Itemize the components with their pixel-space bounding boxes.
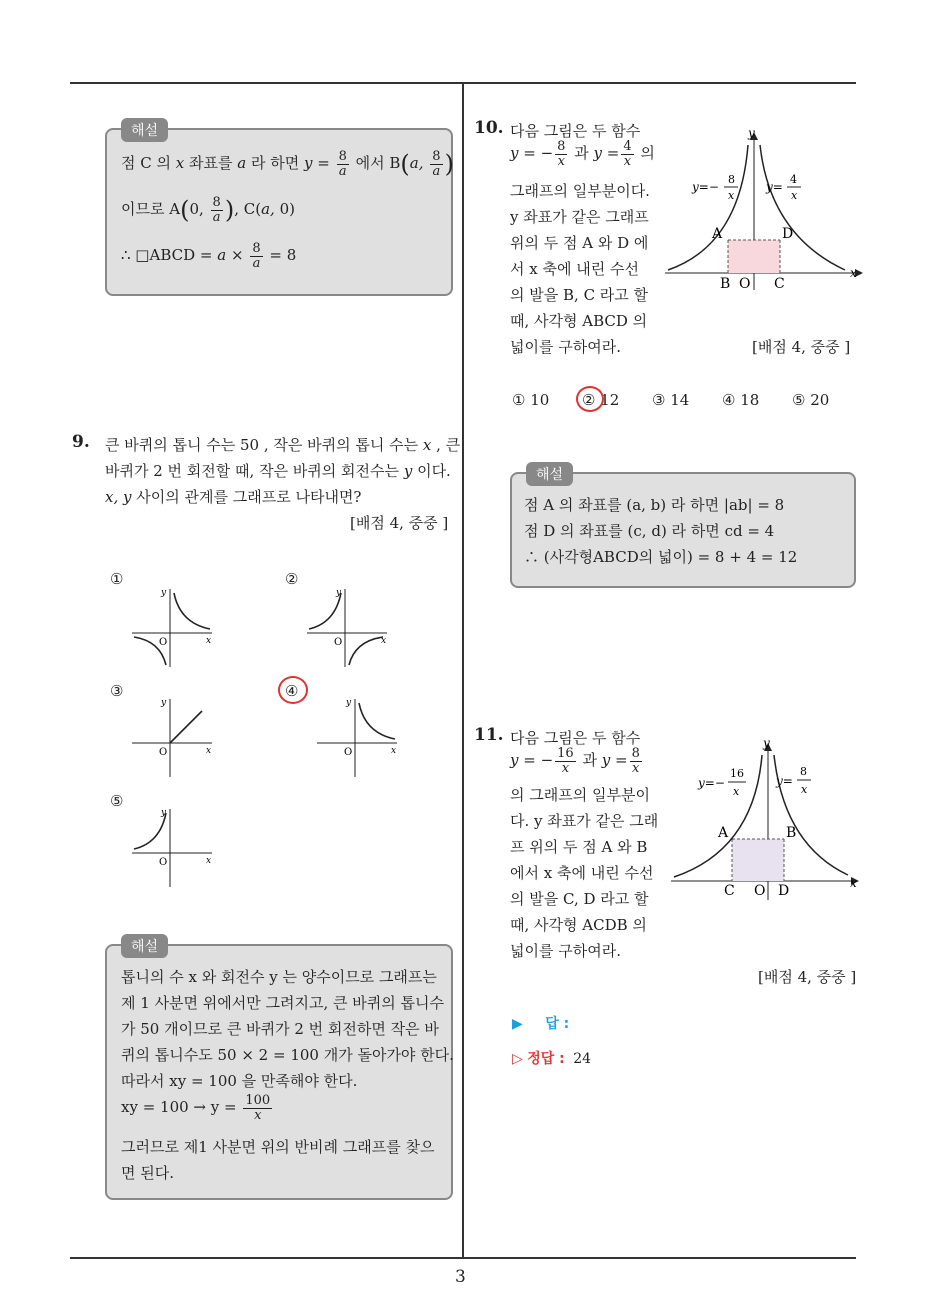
q10-line: 다음 그림은 두 함수 (510, 122, 641, 140)
q11-line: 의 발을 C, D 라고 할 (510, 890, 649, 908)
q9-score: [배점 4, 중중 ] (350, 514, 449, 532)
q10-line: 위의 두 점 A 와 D 에 (510, 234, 649, 252)
svg-text:x: x (381, 636, 387, 646)
q9-graph-4 (313, 695, 403, 780)
solution-equation: xy = 100 → y = $\frac{100}{x}$ (121, 1093, 271, 1123)
solution-line: 그러므로 제1 사분면 위의 반비례 그래프를 찾으 (121, 1138, 435, 1156)
q10-graph (660, 125, 865, 295)
svg-text:8: 8 (728, 173, 735, 186)
solution-box-10 (510, 467, 856, 588)
svg-text:y=−: y=− (692, 180, 719, 194)
svg-text:O: O (159, 747, 168, 758)
q10-choice-2[interactable]: ② 12 (582, 391, 620, 409)
svg-text:x: x (733, 785, 740, 798)
q10-line: 넓이를 구하여라. (510, 338, 621, 356)
q11-line: 다음 그림은 두 함수 (510, 729, 641, 747)
solution-line: 면 된다. (121, 1164, 175, 1182)
correct-answer: ▷ 정답 : 24 (512, 1051, 592, 1067)
q10-choice-4[interactable]: ④ 18 (722, 391, 760, 409)
svg-text:x: x (391, 746, 397, 756)
q10-line: 그래프의 일부분이다. (510, 182, 650, 200)
question-number-9: 9. (72, 432, 90, 452)
q9-line-3: x, y 사이의 관계를 그래프로 나타내면? (105, 488, 362, 506)
solution-tag: 해설 (526, 462, 573, 486)
q11-functions: y = − $\frac{16}{x}$ 과 y = $\frac{8}{x}$ (510, 746, 640, 776)
svg-text:y: y (161, 808, 167, 818)
solution-line: 퀴의 톱니수도 50 × 2 = 100 개가 돌아가야 한다. (121, 1046, 454, 1064)
q10-choice-1[interactable]: ① 10 (512, 391, 550, 409)
svg-text:y: y (346, 698, 352, 708)
q11-line: 에서 x 축에 내린 수선 (510, 864, 654, 882)
svg-text:8: 8 (800, 765, 807, 778)
q11-line: 프 위의 두 점 A 와 B (510, 838, 648, 856)
svg-text:x: x (206, 856, 212, 866)
q10-choice-5[interactable]: ⑤ 20 (792, 391, 830, 409)
svg-text:16: 16 (730, 767, 744, 780)
q9-line-1: 큰 바퀴의 톱니 수는 50 , 작은 바퀴의 톱니 수는 x , 큰 (105, 436, 461, 454)
solution-line: 톱니의 수 x 와 회전수 y 는 양수이므로 그래프는 (121, 968, 437, 986)
svg-text:x: x (206, 636, 212, 646)
svg-text:y: y (336, 588, 342, 598)
solution-line: ∴ (사각형ABCD의 넓이) = 8 + 4 = 12 (524, 548, 798, 566)
svg-text:O: O (739, 276, 751, 292)
solution-line: 가 50 개이므로 큰 바퀴가 2 번 회전하면 작은 바 (121, 1020, 439, 1038)
origin-label: O (159, 637, 168, 648)
svg-text:O: O (159, 857, 168, 868)
svg-text:y: y (161, 588, 167, 598)
svg-text:x: x (728, 189, 735, 202)
page-number: 3 (455, 1267, 466, 1287)
svg-text:y=−: y=− (698, 776, 725, 790)
q10-choice-3[interactable]: ③ 14 (652, 391, 690, 409)
svg-text:O: O (334, 637, 343, 648)
q9-choice-3[interactable]: ③ (110, 682, 124, 700)
svg-text:O: O (344, 747, 353, 758)
q10-score: [배점 4, 중중 ] (752, 338, 851, 356)
svg-text:D: D (778, 883, 790, 899)
play-icon: ▶ (512, 1016, 523, 1032)
svg-text:C: C (724, 883, 735, 899)
q11-line: 때, 사각형 ACDB 의 (510, 916, 647, 934)
q11-line: 의 그래프의 일부분이 (510, 786, 650, 804)
svg-text:x: x (801, 783, 808, 796)
bottom-rule (70, 1257, 856, 1259)
solution-line-2: 이므로 A(0, $\frac{8}{a}$ ), C(a, 0) (121, 195, 295, 225)
svg-text:A: A (712, 226, 723, 242)
q9-choice-1[interactable]: ① (110, 570, 124, 588)
svg-text:C: C (774, 276, 785, 292)
svg-text:x: x (850, 876, 857, 890)
q9-choice-2[interactable]: ② (285, 570, 299, 588)
q9-graph-3 (128, 695, 218, 780)
question-number-11: 11. (474, 725, 504, 745)
solution-line: 따라서 xy = 100 을 만족해야 한다. (121, 1072, 358, 1090)
q9-graph-2 (303, 585, 393, 670)
solution-line-3: ∴ □ABCD = a × $\frac{8}{a}$ = 8 (121, 241, 297, 271)
solution-line: 제 1 사분면 위에서만 그려지고, 큰 바퀴의 톱니수 (121, 994, 444, 1012)
solution-tag: 해설 (121, 118, 168, 142)
q11-score: [배점 4, 중중 ] (758, 968, 857, 986)
svg-text:B: B (786, 825, 797, 841)
q11-line: 다. y 좌표가 같은 그래 (510, 812, 659, 830)
selected-answer-circle (278, 676, 308, 704)
svg-text:D: D (782, 226, 794, 242)
triangle-outline-icon: ▷ (512, 1051, 523, 1067)
q11-graph (666, 735, 866, 905)
solution-line: 점 A 의 좌표를 (a, b) 라 하면 |ab| = 8 (524, 496, 785, 514)
q9-graph-1 (128, 585, 218, 670)
q9-graph-5 (128, 805, 218, 890)
q9-choice-4[interactable]: ④ (285, 682, 299, 700)
svg-text:y=: y= (766, 180, 783, 194)
svg-text:y: y (763, 736, 770, 750)
svg-text:x: x (791, 189, 798, 202)
svg-text:x: x (206, 746, 212, 756)
q10-line: 때, 사각형 ABCD 의 (510, 312, 648, 330)
column-divider (462, 83, 464, 1257)
svg-text:4: 4 (790, 173, 797, 186)
svg-text:y: y (161, 698, 167, 708)
q10-line: 서 x 축에 내린 수선 (510, 260, 639, 278)
answer-field[interactable]: ▶ 답 : (512, 1016, 570, 1032)
q10-line: y 좌표가 같은 그래프 (510, 208, 649, 226)
solution-box-8 (105, 123, 454, 296)
solution-line: 점 D 의 좌표를 (c, d) 라 하면 cd = 4 (524, 522, 775, 540)
q10-functions: y = − $\frac{8}{x}$ 과 y = $\frac{4}{x}$ 의 (510, 139, 655, 169)
solution-line-1: 점 C 의 x 좌표를 a 라 하면 y = $\frac{8}{a}$ 에서 B(a, $\frac{8}{a}$ ) (121, 149, 454, 179)
solution-tag: 해설 (121, 934, 168, 958)
svg-text:y=: y= (776, 774, 793, 788)
solution-box-9 (105, 939, 454, 1200)
q9-choice-5[interactable]: ⑤ (110, 792, 124, 810)
svg-text:O: O (754, 883, 766, 899)
q10-line: 의 발을 B, C 라고 할 (510, 286, 649, 304)
q11-line: 넓이를 구하여라. (510, 942, 621, 960)
question-number-10: 10. (474, 118, 504, 138)
selected-answer-circle (576, 386, 604, 412)
svg-text:A: A (718, 825, 729, 841)
q9-line-2: 바퀴가 2 번 회전할 때, 작은 바퀴의 회전수는 y 이다. (105, 462, 451, 480)
svg-text:B: B (720, 276, 731, 292)
svg-text:x: x (850, 266, 857, 280)
svg-text:y: y (748, 126, 755, 140)
